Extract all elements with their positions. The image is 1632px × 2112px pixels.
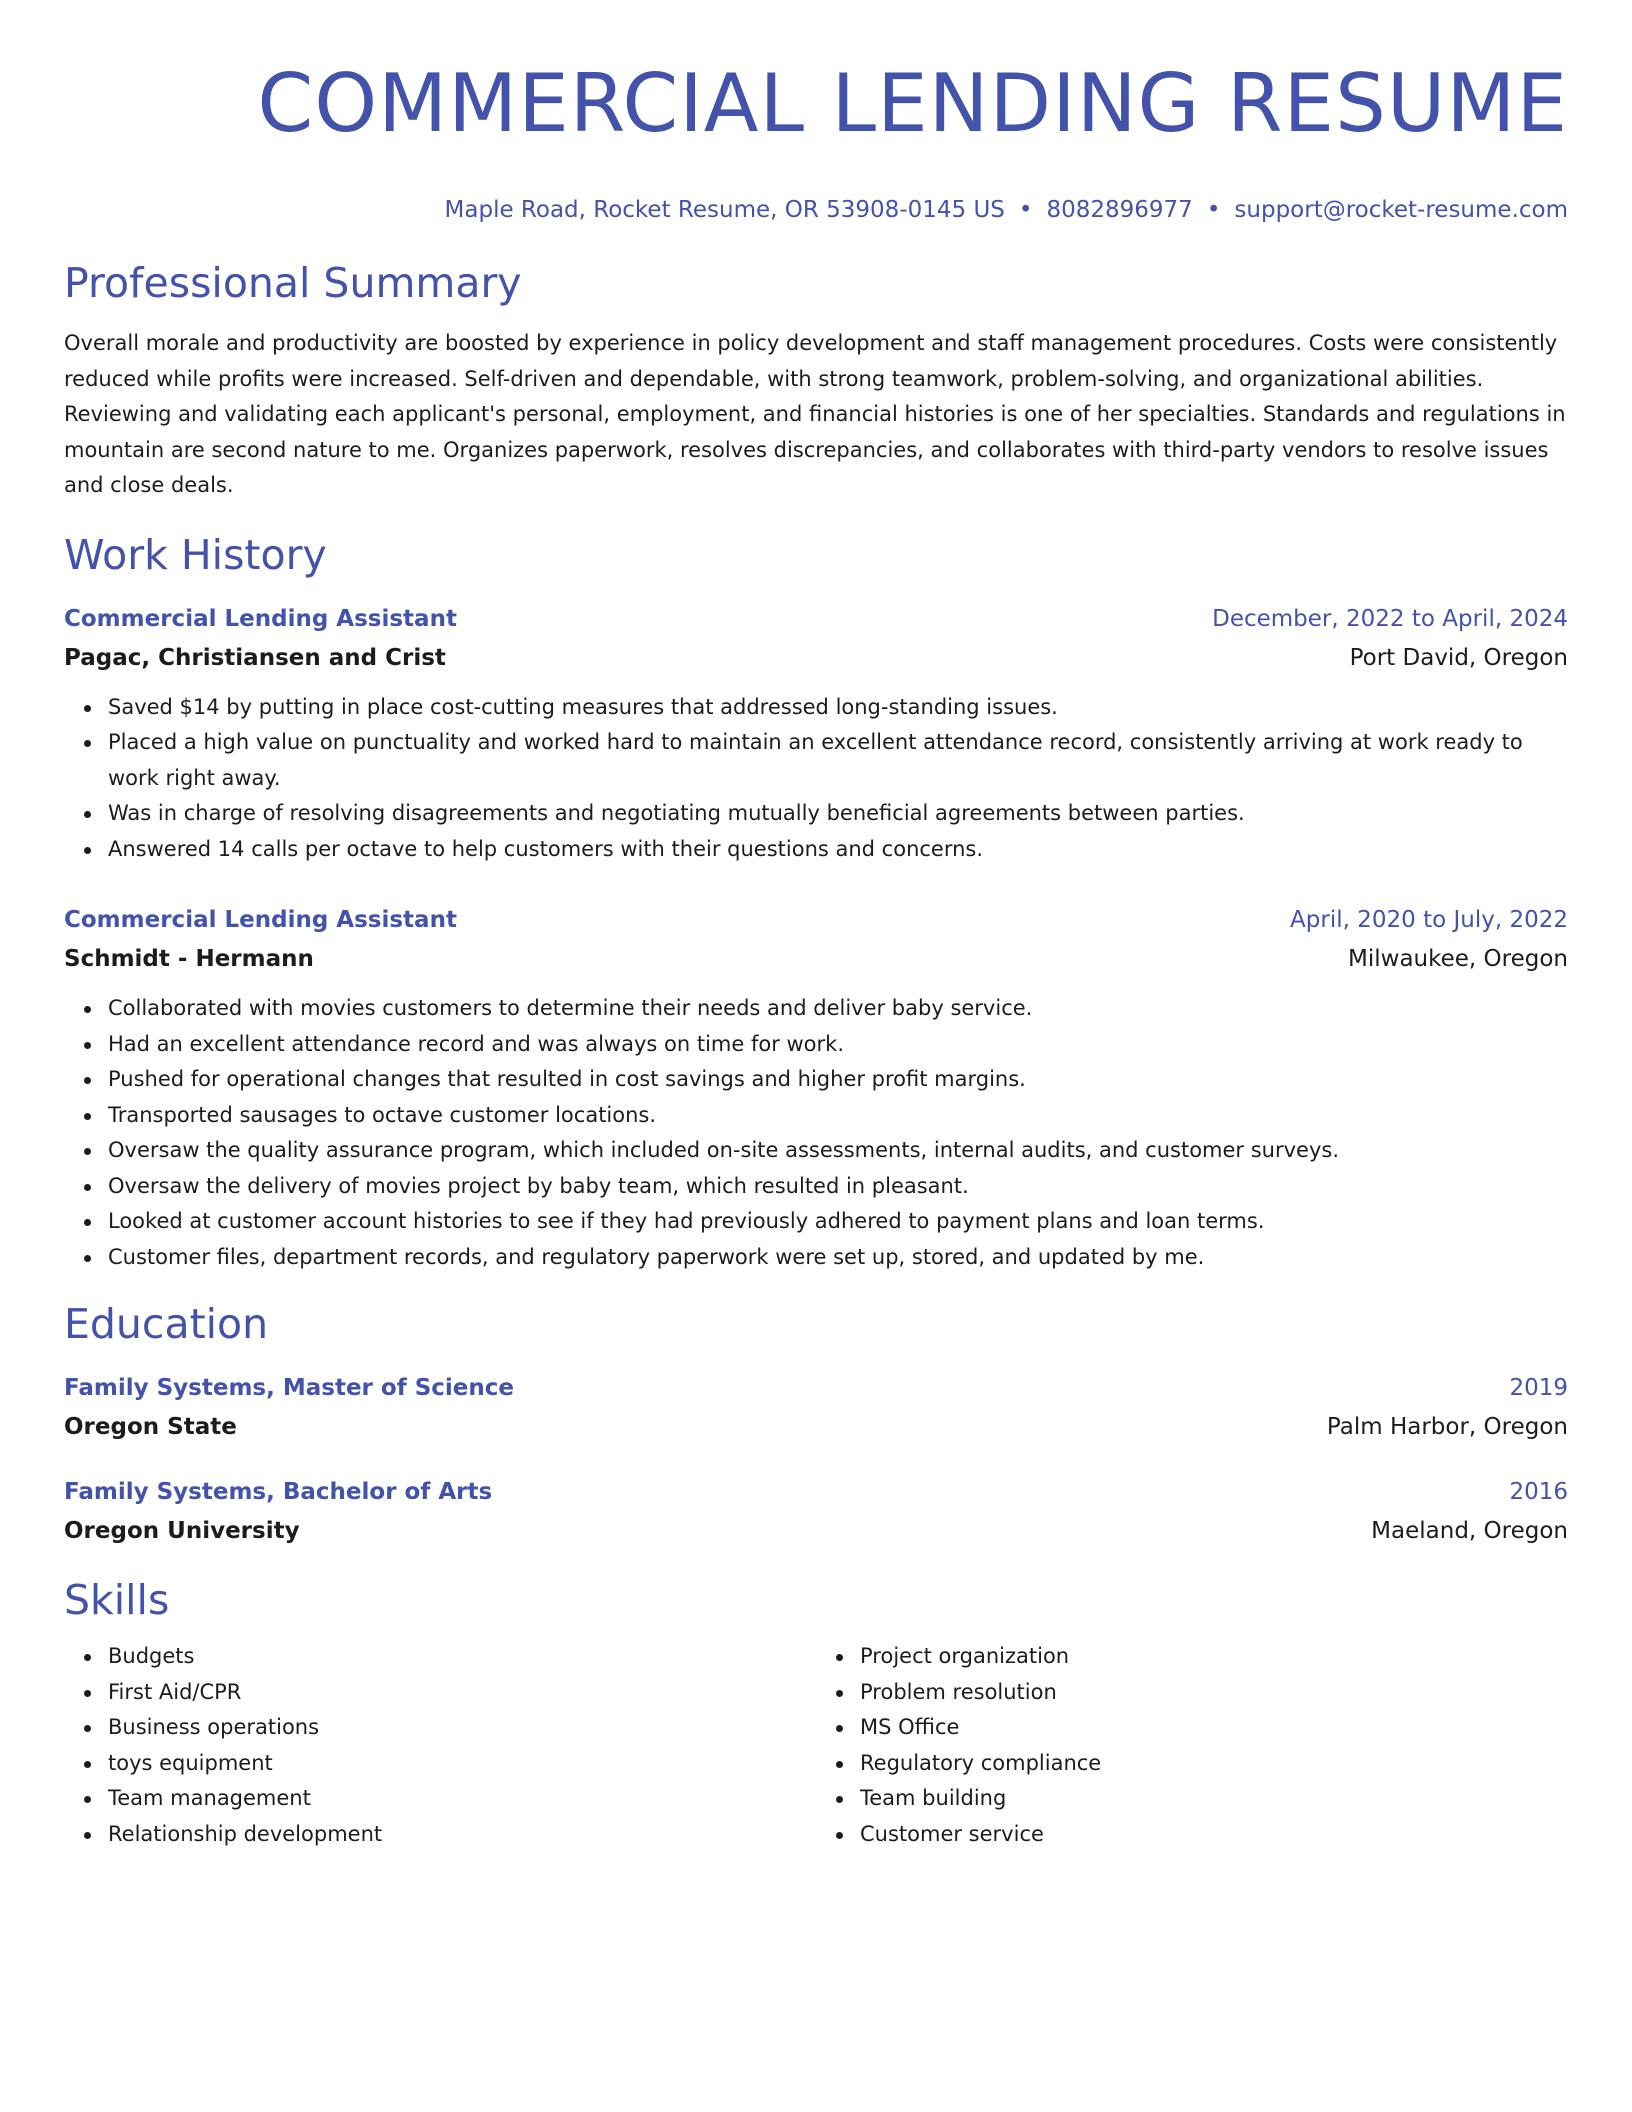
job-location: Port David, Oregon — [1349, 644, 1568, 671]
job-entry — [64, 901, 1568, 1275]
job-bullet-list — [64, 991, 1568, 1275]
job-bullet: Pushed for operational changes that resulted in cost savings and higher profit margins. — [108, 1062, 1568, 1098]
skill-item: Business operations — [108, 1710, 816, 1746]
skill-item: Relationship development — [108, 1817, 816, 1853]
skill-item: toys equipment — [108, 1746, 816, 1782]
job-company: Schmidt - Hermann — [64, 946, 314, 972]
education-entry — [64, 1369, 1568, 1447]
contact-phone: 8082896977 — [1046, 197, 1193, 223]
contact-email: support@rocket-resume.com — [1234, 197, 1568, 223]
job-bullet: Oversaw the quality assurance program, which included on-site assessments, internal audits, and customer surveys. — [108, 1133, 1568, 1169]
job-header-row — [64, 600, 1568, 638]
job-entry — [64, 600, 1568, 868]
job-bullet: Collaborated with movies customers to determine their needs and deliver baby service. — [108, 991, 1568, 1027]
education-degree: Family Systems, Master of Science — [64, 1375, 515, 1401]
section-title-education: Education — [64, 1300, 269, 1348]
work-history-section — [64, 528, 1568, 1276]
job-header-row — [64, 901, 1568, 939]
resume-header — [64, 0, 1568, 226]
contact-line — [64, 194, 1568, 226]
job-bullet: Had an excellent attendance record and was always on time for work. — [108, 1027, 1568, 1063]
contact-separator: • — [1206, 197, 1221, 223]
job-company: Pagac, Christiansen and Crist — [64, 644, 446, 671]
skills-column-left — [64, 1639, 816, 1852]
education-degree: Family Systems, Bachelor of Arts — [64, 1479, 493, 1505]
skills-list — [64, 1639, 816, 1852]
education-entry — [64, 1473, 1568, 1551]
contact-address: Maple Road, Rocket Resume, OR 53908-0145 US — [444, 197, 1005, 223]
contact-separator: • — [1018, 197, 1033, 223]
section-title-work-history: Work History — [64, 530, 327, 579]
education-year: 2019 — [1509, 1375, 1568, 1401]
education-location: Maeland, Oregon — [1371, 1518, 1568, 1544]
job-company-row — [64, 638, 1568, 678]
skill-item: Budgets — [108, 1639, 816, 1675]
skill-item: Problem resolution — [860, 1675, 1568, 1711]
skills-list — [816, 1639, 1568, 1852]
education-year: 2016 — [1509, 1479, 1568, 1505]
job-dates: April, 2020 to July, 2022 — [1290, 907, 1568, 933]
job-bullet: Customer files, department records, and regulatory paperwork were set up, stored, and updated by me. — [108, 1240, 1568, 1276]
job-company-row — [64, 939, 1568, 979]
skills-columns — [64, 1639, 1568, 1852]
job-bullet: Transported sausages to octave customer locations. — [108, 1098, 1568, 1134]
job-bullet: Placed a high value on punctuality and worked hard to maintain an excellent attendance record, consistently arriving at work ready to work right away. — [108, 725, 1568, 796]
skill-item: Regulatory compliance — [860, 1746, 1568, 1782]
education-section — [64, 1297, 1568, 1551]
job-bullet: Was in charge of resolving disagreements and negotiating mutually beneficial agreements between parties. — [108, 796, 1568, 832]
job-bullet: Oversaw the delivery of movies project by baby team, which resulted in pleasant. — [108, 1169, 1568, 1205]
skill-item: Team management — [108, 1781, 816, 1817]
job-title: Commercial Lending Assistant — [64, 907, 457, 933]
skills-section — [64, 1573, 1568, 1852]
education-school-row — [64, 1407, 1568, 1447]
education-school: Oregon University — [64, 1518, 300, 1544]
skill-item: Team building — [860, 1781, 1568, 1817]
section-title-summary: Professional Summary — [64, 259, 522, 307]
job-bullet: Looked at customer account histories to see if they had previously adhered to payment plans and loan terms. — [108, 1204, 1568, 1240]
section-title-skills: Skills — [64, 1576, 170, 1624]
skill-item: First Aid/CPR — [108, 1675, 816, 1711]
skill-item: MS Office — [860, 1710, 1568, 1746]
job-dates: December, 2022 to April, 2024 — [1212, 605, 1568, 632]
job-location: Milwaukee, Oregon — [1348, 946, 1568, 972]
education-school: Oregon State — [64, 1414, 237, 1440]
job-bullet: Answered 14 calls per octave to help customers with their questions and concerns. — [108, 832, 1568, 868]
skills-column-right — [816, 1639, 1568, 1852]
job-bullet: Saved $14 by putting in place cost-cutting measures that addressed long-standing issues. — [108, 690, 1568, 726]
professional-summary-section — [64, 256, 1568, 504]
education-school-row — [64, 1511, 1568, 1551]
resume-title: COMMERCIAL LENDING RESUME — [257, 57, 1568, 150]
job-title: Commercial Lending Assistant — [64, 605, 457, 632]
job-bullet-list — [64, 690, 1568, 868]
skill-item: Project organization — [860, 1639, 1568, 1675]
summary-text: Overall morale and productivity are boosted by experience in policy development and staff management procedures. Costs were consistently reduced while profits were increased. Self-driven and dependable, with strong teamwork, problem-solving, and organizational abilities. Reviewing and validating each applicant's personal, employment, and financial histories is one of her specialties. Standards and regulations in mountain are second nature to me. Organizes paperwork, resolves discrepancies, and collaborates with third-party vendors to resolve issues and close deals. — [64, 331, 1566, 497]
skill-item: Customer service — [860, 1817, 1568, 1853]
education-degree-row — [64, 1369, 1568, 1407]
education-location: Palm Harbor, Oregon — [1326, 1414, 1568, 1440]
education-degree-row — [64, 1473, 1568, 1511]
